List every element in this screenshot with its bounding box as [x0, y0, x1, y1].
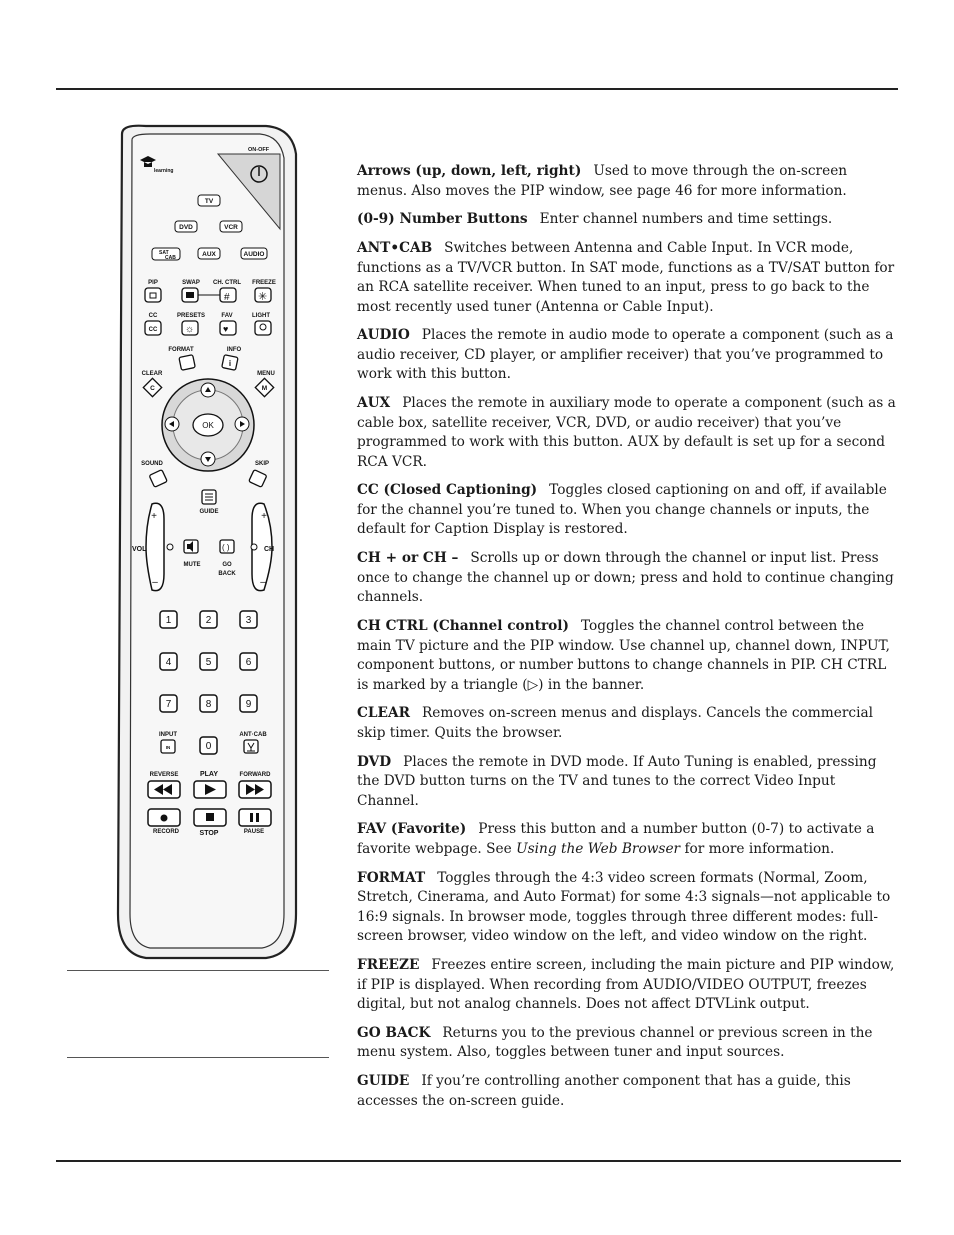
guide-button[interactable]: [202, 490, 216, 504]
freeze-label: FREEZE: [252, 280, 276, 286]
digit-2-button[interactable]: [200, 611, 217, 628]
digit-9-button[interactable]: [240, 695, 257, 712]
tv-button[interactable]: [198, 195, 220, 206]
digit-4-button[interactable]: [160, 653, 177, 670]
presets-label: PRESETS: [176, 313, 206, 319]
format-label: FORMAT: [168, 347, 194, 353]
definition-term: AUDIO: [357, 327, 410, 344]
definition-item: [357, 549, 900, 608]
svg-text:M: M: [261, 385, 268, 392]
definition-text: Returns you to the previous channel or previous screen in the menu system. Also, toggles between tuner and input sources.: [357, 1024, 873, 1061]
definition-text: Press this button and a number button (0-7) to activate a favorite webpage. See: [357, 821, 875, 857]
digit-0-button[interactable]: [200, 737, 217, 754]
play-label: PLAY: [199, 771, 219, 778]
definition-text: If you’re controlling another component that has a guide, this accesses the on-screen guide.: [357, 1073, 851, 1109]
arrow-left-button[interactable]: [165, 417, 179, 431]
vol-plus-label: +: [151, 511, 157, 522]
svg-text:DVD: DVD: [179, 224, 193, 231]
arrow-up-button[interactable]: [201, 383, 215, 397]
definition-item: [357, 162, 900, 201]
definition-term: FAV (Favorite): [357, 821, 467, 838]
ch-label: CH: [264, 546, 275, 553]
mute-label: MUTE: [183, 562, 201, 568]
light-button[interactable]: [255, 321, 271, 335]
ok-button[interactable]: [193, 414, 223, 436]
stop-button[interactable]: [194, 809, 226, 826]
cc-label: CC: [148, 313, 158, 319]
svg-text:0: 0: [205, 741, 212, 752]
svg-text:5: 5: [205, 657, 212, 668]
reverse-label: REVERSE: [149, 772, 179, 778]
learning-label: learning: [154, 168, 174, 174]
definition-item: [357, 210, 900, 230]
skip-label: SKIP: [254, 461, 270, 467]
format-button[interactable]: [179, 355, 195, 371]
go-label: GO: [222, 562, 232, 568]
definition-text: Enter channel numbers and time settings.: [539, 211, 833, 228]
info-button[interactable]: [222, 355, 238, 371]
definition-item: [357, 956, 900, 1015]
vcr-button[interactable]: [220, 221, 242, 232]
definition-text: Places the remote in DVD mode. If Auto Tuning is enabled, pressing the DVD button turns on the TV and tunes to the correct Video Input Channel.: [357, 753, 877, 809]
definition-text: Places the remote in auxiliary mode to operate a component (such as a cable box, satellite receiver, VCR, DVD, or audio receiver) that you’ve programmed to work with this button. AUX by default is set up for a second RCA VCR.: [357, 395, 896, 470]
definition-term: GO BACK: [357, 1024, 431, 1041]
definition-text: Toggles closed captioning on and off, if available for the channel you’re tuned to. When you change channels or inputs, the default for Caption Display is restored.: [357, 482, 887, 538]
definition-text: Toggles through the 4:3 video screen formats (Normal, Zoom, Stretch, Cinerama, and Auto Format) for some 4:3 signals—not applicable to 16:9 signals. In browser mode, toggles through three different modes: full-screen browser, video window on the left, and video window on the right.: [357, 869, 891, 945]
definition-reference: Using the Web Browser: [516, 840, 681, 857]
digit-6-button[interactable]: [240, 653, 257, 670]
input-label: INPUT: [159, 732, 177, 738]
vol-minus-label: –: [152, 577, 158, 588]
definition-term: FORMAT: [357, 869, 426, 886]
remote-control-illustration: [106, 124, 302, 960]
play-button[interactable]: [194, 781, 226, 798]
definition-item: [357, 326, 900, 385]
dvd-button[interactable]: [175, 221, 197, 232]
audio-button[interactable]: [241, 248, 267, 259]
definition-term: Arrows (up, down, left, right): [357, 163, 582, 179]
caption-rule-top: [67, 970, 329, 971]
definition-item: [357, 617, 900, 695]
definition-item: [357, 704, 900, 743]
on-off-label: ON-OFF: [248, 147, 270, 153]
svg-text:#: #: [224, 292, 230, 303]
digit-1-button[interactable]: [160, 611, 177, 628]
cc-button[interactable]: [145, 321, 161, 335]
pip-button[interactable]: [145, 288, 161, 302]
svg-text:TV: TV: [204, 198, 214, 205]
svg-text:CC: CC: [148, 327, 158, 333]
vol-label: VOL: [132, 546, 147, 553]
ch-ctrl-button[interactable]: [220, 288, 236, 303]
input-button[interactable]: [161, 740, 175, 753]
ch-minus-label: –: [260, 577, 266, 588]
swap-label: SWAP: [182, 280, 200, 286]
svg-text:( ): ( ): [222, 543, 230, 552]
arrow-down-button[interactable]: [201, 452, 215, 466]
svg-text:2: 2: [205, 615, 212, 626]
definition-term: DVD: [357, 753, 392, 770]
freeze-button[interactable]: [255, 288, 271, 303]
definition-term: CH CTRL (Channel control): [357, 618, 569, 635]
svg-text:6: 6: [245, 657, 252, 668]
definition-text-after: for more information.: [684, 840, 835, 857]
arrow-right-button[interactable]: [235, 417, 249, 431]
definition-item: [357, 481, 900, 540]
pause-label: PAUSE: [243, 829, 265, 835]
definition-text: Freezes entire screen, including the main picture and PIP window, if PIP is displayed. When recording from AUDIO/VIDEO OUTPUT, freezes digital, but not analog channels. Does not affect DTVLink output.: [357, 957, 895, 1013]
guide-label: GUIDE: [199, 509, 219, 515]
sat-cab-button[interactable]: [152, 248, 180, 261]
bottom-rule: [56, 1160, 901, 1162]
definition-text: Places the remote in audio mode to operate a component (such as a audio receiver, CD player, or amplifier receiver) that you’ve programmed to work with this button.: [357, 327, 894, 383]
definition-text: Removes on-screen menus and displays. Cancels the commercial skip timer. Quits the browser.: [357, 705, 873, 741]
definition-item: [357, 1072, 900, 1111]
definition-term: CC (Closed Captioning): [357, 482, 538, 499]
svg-text:C: C: [150, 385, 155, 392]
info-label: INFO: [226, 347, 242, 353]
svg-text:AUDIO: AUDIO: [243, 251, 265, 258]
svg-text:♥: ♥: [223, 324, 229, 334]
definition-item: [357, 753, 900, 812]
aux-button[interactable]: [198, 248, 220, 259]
definition-text: Scrolls up or down through the channel or input list. Press once to change the channel up or down; press and hold to continue changing channels.: [357, 550, 894, 606]
fav-label: FAV: [221, 313, 233, 319]
svg-text:IN: IN: [165, 745, 171, 750]
svg-text:i: i: [228, 359, 232, 368]
definition-item: [357, 239, 900, 317]
light-label: LIGHT: [252, 313, 270, 319]
svg-text:✳: ✳: [258, 291, 268, 303]
definition-term: CH + or CH –: [357, 550, 459, 567]
definition-term: AUX: [357, 395, 391, 412]
mute-button[interactable]: [184, 540, 198, 553]
menu-label: MENU: [257, 371, 275, 377]
sound-label: SOUND: [141, 461, 163, 467]
definitions-list: [357, 162, 900, 1120]
svg-text:3: 3: [245, 615, 252, 626]
fav-button[interactable]: [220, 321, 236, 335]
svg-text:9: 9: [245, 699, 252, 710]
svg-text:CAB: CAB: [165, 255, 176, 261]
definition-item: [357, 820, 900, 859]
definition-text: Used to move through the on-screen menus. Also moves the PIP window, see page 46 for more information.: [357, 163, 848, 199]
swap-button[interactable]: [182, 288, 198, 302]
reverse-button[interactable]: [148, 781, 180, 798]
digit-7-button[interactable]: [160, 695, 177, 712]
definition-item: [357, 394, 900, 472]
svg-text:☼: ☼: [185, 324, 195, 335]
ant-cab-button[interactable]: [244, 740, 258, 753]
record-label: RECORD: [152, 829, 180, 835]
definition-term: FREEZE: [357, 957, 420, 974]
definition-term: CLEAR: [357, 705, 410, 722]
definition-term: GUIDE: [357, 1073, 410, 1090]
forward-label: FORWARD: [239, 772, 271, 778]
definition-item: [357, 1024, 900, 1063]
top-rule: [56, 88, 898, 90]
pause-button[interactable]: [239, 809, 271, 826]
definition-item: [357, 869, 900, 947]
stop-label: STOP: [199, 830, 219, 837]
clear-label: CLEAR: [141, 371, 163, 377]
ch-plus-label: +: [261, 511, 267, 522]
definition-term: (0-9) Number Buttons: [357, 211, 528, 228]
svg-text:4: 4: [165, 657, 172, 668]
forward-button[interactable]: [239, 781, 271, 798]
svg-text:8: 8: [205, 699, 212, 710]
digit-5-button[interactable]: [200, 653, 217, 670]
definition-text: Toggles the channel control between the main TV picture and the PIP window. Use channel up, channel down, INPUT, component buttons, or number buttons to change channels in PIP. CH CTRL is marked by a triangle (▷) in the banner.: [357, 618, 890, 693]
ch-ctrl-label: CH. CTRL: [213, 280, 241, 286]
svg-text:AUX: AUX: [202, 251, 216, 258]
definition-text: Switches between Antenna and Cable Input. In VCR mode, functions as a TV/VCR button. In SAT mode, functions as a TV/SAT button for an RCA satellite receiver. When tuned to an input, press to go back to the most recently used tuner (Antenna or Cable Input).: [357, 240, 895, 315]
digit-8-button[interactable]: [200, 695, 217, 712]
record-button[interactable]: [148, 809, 180, 826]
go-back-button[interactable]: [220, 540, 234, 553]
caption-rule-bottom: [67, 1057, 329, 1058]
presets-button[interactable]: [182, 321, 198, 335]
svg-text:1: 1: [165, 615, 172, 626]
svg-text:VCR: VCR: [224, 224, 238, 231]
ant-cab-label: ANT·CAB: [239, 732, 267, 738]
pip-label: PIP: [148, 280, 158, 286]
svg-text:OK: OK: [202, 421, 214, 430]
svg-text:7: 7: [165, 699, 172, 710]
definition-term: ANT•CAB: [357, 240, 433, 257]
digit-3-button[interactable]: [240, 611, 257, 628]
svg-text:SAT: SAT: [159, 250, 169, 256]
back-label: BACK: [218, 571, 236, 577]
